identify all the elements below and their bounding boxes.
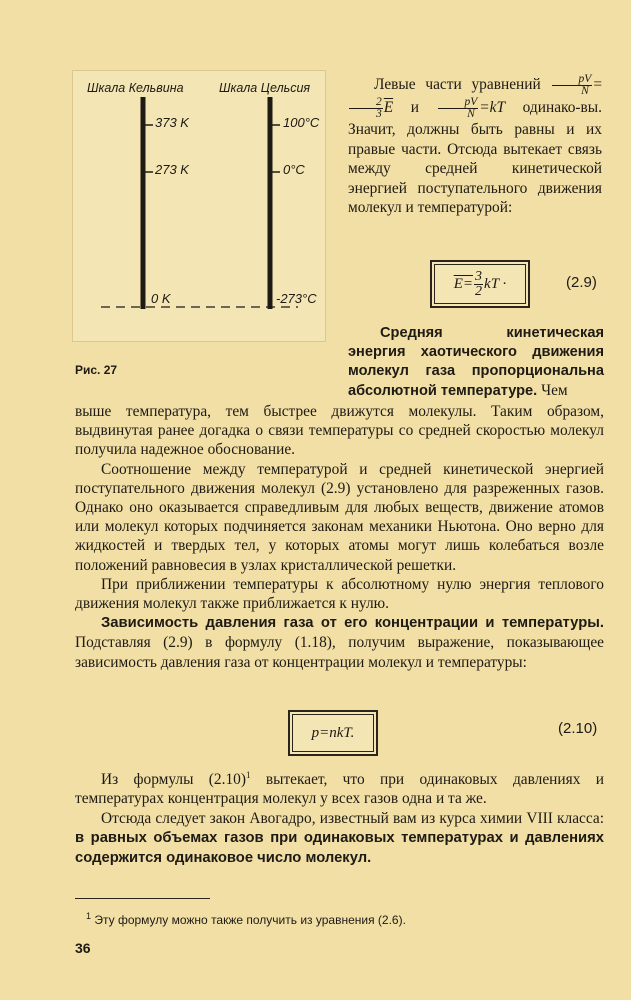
formula-2-9-left: E= [453,275,474,292]
paragraph-4 [75,613,604,672]
celsius-label-100: 100°C [283,115,320,130]
bold-statement-continuation: Чем [537,382,568,399]
avogadro-law: в равных объемах газов при одинаковых температурах и давлениях содержится одинаковое число молекул. [75,829,604,866]
footnote: $^1$ Эту формулу можно также получить из уравнения (2.6). [86,911,406,927]
intro-tail: одинако-вы. Значит, должны быть равны и их правые части. Отсюда вытекает связь между средней кинетической энергией поступательного движения молекул и температурой: [348,99,602,217]
kelvin-label-373: 373 K [155,115,189,130]
footnote-rule [75,898,210,899]
kelvin-label-273: 273 K [155,162,189,177]
conjunction-and: и [393,99,437,117]
fraction-2-3: $\frac{2}{3}$ [349,97,383,120]
celsius-label-minus-273: -273°C [276,291,317,306]
equals-sign: = [593,76,602,94]
kelvin-scale-title: Шкала Кельвина [87,81,184,95]
body-paragraphs [75,402,604,672]
formula-2-10-text: p=nkT. [311,724,355,741]
avogadro-intro: Отсюда следует закон Авогадро, известный вам из курса химии VIII класса: [101,809,604,827]
body-paragraphs-2 [75,766,604,868]
paragraph-5: Из формулы $(2.10)^1$ вытекает, что при одинаковых давлениях и температурах концентрация молекул у всех газов одна и та же. [75,770,605,808]
fraction-pv-n-1: $\frac{pV}{N}$ [552,74,593,97]
mean-energy-symbol: $\overline{E}$ [383,99,394,117]
fraction-pv-n-2: $\frac{pV}{N}$ [438,97,479,120]
intro-line-1: Левые части уравнений [374,76,541,94]
paragraph-4-heading: Зависимость давления газа от его концентрации и температуры. [101,615,604,632]
celsius-scale-title: Шкала Цельсия [219,81,311,95]
figure-caption: Рис. 27 [75,363,118,377]
bold-statement [348,324,604,401]
paragraph-1: выше температура, тем быстрее движутся молекулы. Таким образом, выдвинутая ранее догадка о связи температуры со средней скоростью молекул получила надежное обоснование. [75,403,604,459]
temperature-scales-figure [72,70,326,342]
paragraph-3: При приближении температуры к абсолютному нулю энергия теплового движения молекул также приближается к нулю. [75,575,604,613]
formula-2-9-right: kT · [484,275,507,292]
page-number: 36 [75,940,91,956]
formula-2-9-fraction: $\frac{3}{2}$ [475,268,483,299]
paragraph-2: Соотношение между температурой и средней кинетической энергией поступательного движения молекул (2.9) установлено для разреженных газов. Однако оно оказывается справедливым для любых веществ, движение атомов или молекул которых подчиняется законам механики Ньютона. Оно верно для жидкостей и твердых тел, у которых атомы могут лишь колебаться возле положений равновесия в узлах кристаллической решетки. [75,460,604,574]
bold-statement-text: Средняя кинетическая энергия хаотического движения молекул газа пропорциональна абсолютной температуре. [348,325,604,399]
equation-number-2-10: (2.10) [558,720,598,737]
intro-paragraph [348,74,602,218]
kt-term: =kT [479,99,506,117]
footnote-ref: 1 [246,770,251,780]
paragraph-6 [75,809,604,869]
kelvin-label-0: 0 K [151,291,171,306]
paragraph-4-text: Подставляя (2.9) в формулу (1.18), получим выражение, показывающее зависимость давления газа от концентрации молекул и температуры: [75,634,604,671]
celsius-label-0: 0°C [283,162,305,177]
formula-2-10-box [288,710,378,756]
equation-number-2-9: (2.9) [566,274,597,291]
formula-2-9-box [430,260,530,308]
